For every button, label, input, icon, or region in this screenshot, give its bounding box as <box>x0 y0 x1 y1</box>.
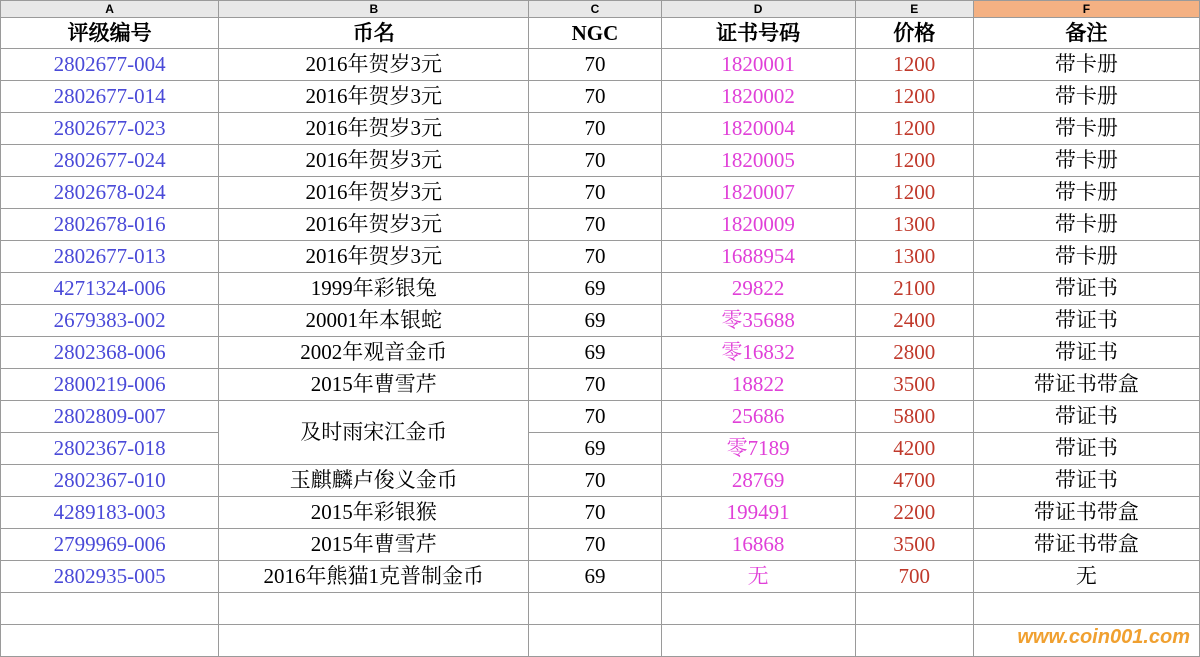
field-header-row <box>1 18 1200 49</box>
cell-grade-id[interactable]: 2802677-023 <box>1 113 219 145</box>
table-row[interactable] <box>1 401 1200 433</box>
column-header-c[interactable]: C <box>529 1 661 18</box>
header-cell-cert-number: 证书号码 <box>661 18 855 49</box>
cell-price[interactable]: 2400 <box>855 305 973 337</box>
cell-note[interactable]: 带卡册 <box>973 209 1199 241</box>
cell-cert-number[interactable]: 25686 <box>661 401 855 433</box>
cell-grade-id[interactable]: 2800219-006 <box>1 369 219 401</box>
cell-cert-number[interactable]: 1688954 <box>661 241 855 273</box>
empty-cell[interactable] <box>1 593 219 625</box>
cell-coin-name[interactable]: 2016年熊猫1克普制金币 <box>219 561 529 593</box>
cell-note[interactable]: 带卡册 <box>973 49 1199 81</box>
cell-coin-name-merged[interactable]: 及时雨宋江金币 <box>219 401 529 465</box>
cell-note[interactable]: 带证书 <box>973 433 1199 465</box>
cell-price[interactable]: 1200 <box>855 49 973 81</box>
cell-cert-number[interactable]: 1820004 <box>661 113 855 145</box>
cell-price[interactable]: 2800 <box>855 337 973 369</box>
cell-cert-number[interactable]: 无 <box>661 561 855 593</box>
cell-note[interactable]: 带卡册 <box>973 113 1199 145</box>
cell-coin-name[interactable]: 2016年贺岁3元 <box>219 241 529 273</box>
cell-coin-name[interactable]: 2015年彩银猴 <box>219 497 529 529</box>
cell-grade-id[interactable]: 2802809-007 <box>1 401 219 433</box>
empty-cell[interactable] <box>219 625 529 657</box>
cell-note[interactable]: 无 <box>973 561 1199 593</box>
cell-price[interactable]: 1300 <box>855 241 973 273</box>
cell-grade-id[interactable]: 2802678-016 <box>1 209 219 241</box>
cell-ngc[interactable]: 69 <box>529 561 661 593</box>
cell-note[interactable]: 带卡册 <box>973 81 1199 113</box>
cell-ngc[interactable]: 69 <box>529 433 661 465</box>
cell-coin-name[interactable]: 2016年贺岁3元 <box>219 145 529 177</box>
cell-coin-name[interactable]: 2016年贺岁3元 <box>219 49 529 81</box>
empty-cell[interactable] <box>1 625 219 657</box>
cell-cert-number[interactable]: 28769 <box>661 465 855 497</box>
cell-note[interactable]: 带证书带盒 <box>973 497 1199 529</box>
empty-cell[interactable] <box>529 625 661 657</box>
cell-price[interactable]: 3500 <box>855 529 973 561</box>
header-cell-ngc: NGC <box>529 18 661 49</box>
empty-cell[interactable] <box>855 593 973 625</box>
cell-coin-name[interactable]: 2015年曹雪芹 <box>219 369 529 401</box>
table-row[interactable] <box>1 305 1200 337</box>
empty-row[interactable] <box>1 593 1200 625</box>
column-header-a[interactable]: A <box>1 1 219 18</box>
cell-ngc[interactable]: 70 <box>529 113 661 145</box>
cell-grade-id[interactable]: 2802677-024 <box>1 145 219 177</box>
table-row[interactable] <box>1 529 1200 561</box>
column-header-b[interactable]: B <box>219 1 529 18</box>
cell-grade-id[interactable]: 2802678-024 <box>1 177 219 209</box>
cell-cert-number[interactable]: 1820005 <box>661 145 855 177</box>
cell-price[interactable]: 2200 <box>855 497 973 529</box>
cell-cert-number[interactable]: 零16832 <box>661 337 855 369</box>
cell-note[interactable]: 带证书 <box>973 465 1199 497</box>
cell-ngc[interactable]: 70 <box>529 177 661 209</box>
table-row[interactable] <box>1 465 1200 497</box>
cell-price[interactable]: 2100 <box>855 273 973 305</box>
cell-note[interactable]: 带证书带盒 <box>973 369 1199 401</box>
cell-ngc[interactable]: 70 <box>529 529 661 561</box>
cell-note[interactable]: 带证书 <box>973 337 1199 369</box>
table-row[interactable] <box>1 49 1200 81</box>
cell-ngc[interactable]: 70 <box>529 209 661 241</box>
cell-coin-name[interactable]: 1999年彩银兔 <box>219 273 529 305</box>
header-cell-coin-name: 币名 <box>219 18 529 49</box>
cell-cert-number[interactable]: 18822 <box>661 369 855 401</box>
table-row[interactable] <box>1 113 1200 145</box>
cell-grade-id[interactable]: 4271324-006 <box>1 273 219 305</box>
header-cell-note: 备注 <box>973 18 1199 49</box>
column-header-d[interactable]: D <box>661 1 855 18</box>
column-header-f[interactable]: F <box>973 1 1199 18</box>
empty-cell[interactable] <box>529 593 661 625</box>
cell-price[interactable]: 1200 <box>855 145 973 177</box>
cell-cert-number[interactable]: 1820007 <box>661 177 855 209</box>
table-row[interactable] <box>1 433 1200 465</box>
site-watermark: www.coin001.com <box>1017 626 1190 648</box>
cell-grade-id[interactable]: 2802677-004 <box>1 49 219 81</box>
cell-cert-number[interactable]: 1820002 <box>661 81 855 113</box>
cell-cert-number[interactable]: 1820009 <box>661 209 855 241</box>
table-row[interactable] <box>1 145 1200 177</box>
cell-grade-id[interactable]: 2802677-014 <box>1 81 219 113</box>
cell-grade-id[interactable]: 2802367-010 <box>1 465 219 497</box>
table-row[interactable] <box>1 241 1200 273</box>
cell-ngc[interactable]: 70 <box>529 401 661 433</box>
cell-note[interactable]: 带证书 <box>973 305 1199 337</box>
empty-cell[interactable] <box>855 625 973 657</box>
cell-price[interactable]: 5800 <box>855 401 973 433</box>
cell-grade-id[interactable]: 2802677-013 <box>1 241 219 273</box>
cell-coin-name[interactable]: 2016年贺岁3元 <box>219 209 529 241</box>
empty-cell[interactable] <box>219 593 529 625</box>
table-row[interactable] <box>1 561 1200 593</box>
cell-note[interactable]: 带卡册 <box>973 145 1199 177</box>
cell-ngc[interactable]: 70 <box>529 145 661 177</box>
cell-note[interactable]: 带证书 <box>973 273 1199 305</box>
column-header-e[interactable]: E <box>855 1 973 18</box>
column-header-row <box>1 1 1200 18</box>
cell-grade-id[interactable]: 2802367-018 <box>1 433 219 465</box>
table-row[interactable] <box>1 337 1200 369</box>
cell-price[interactable]: 3500 <box>855 369 973 401</box>
cell-grade-id[interactable]: 4289183-003 <box>1 497 219 529</box>
cell-ngc[interactable]: 70 <box>529 241 661 273</box>
cell-grade-id[interactable]: 2802368-006 <box>1 337 219 369</box>
empty-row[interactable] <box>1 625 1200 657</box>
cell-ngc[interactable]: 70 <box>529 497 661 529</box>
cell-price[interactable]: 700 <box>855 561 973 593</box>
header-cell-grade-id: 评级编号 <box>1 18 219 49</box>
empty-cell[interactable] <box>973 593 1199 625</box>
cell-coin-name[interactable]: 2016年贺岁3元 <box>219 113 529 145</box>
cell-coin-name[interactable]: 玉麒麟卢俊义金币 <box>219 465 529 497</box>
table-row[interactable] <box>1 209 1200 241</box>
cell-ngc[interactable]: 69 <box>529 305 661 337</box>
cell-note[interactable]: 带卡册 <box>973 177 1199 209</box>
cell-cert-number[interactable]: 29822 <box>661 273 855 305</box>
table-row[interactable] <box>1 273 1200 305</box>
cell-cert-number[interactable]: 零35688 <box>661 305 855 337</box>
table-row[interactable] <box>1 497 1200 529</box>
cell-coin-name[interactable]: 2015年曹雪芹 <box>219 529 529 561</box>
cell-cert-number[interactable]: 16868 <box>661 529 855 561</box>
cell-note[interactable]: 带卡册 <box>973 241 1199 273</box>
cell-price[interactable]: 4200 <box>855 433 973 465</box>
cell-grade-id[interactable]: 2802935-005 <box>1 561 219 593</box>
empty-cell[interactable] <box>661 625 855 657</box>
cell-cert-number[interactable]: 1820001 <box>661 49 855 81</box>
cell-ngc[interactable]: 70 <box>529 81 661 113</box>
cell-price[interactable]: 1200 <box>855 81 973 113</box>
cell-cert-number[interactable]: 199491 <box>661 497 855 529</box>
cell-note[interactable]: 带证书 <box>973 401 1199 433</box>
cell-coin-name[interactable]: 2002年观音金币 <box>219 337 529 369</box>
cell-ngc[interactable]: 69 <box>529 337 661 369</box>
cell-ngc[interactable]: 70 <box>529 49 661 81</box>
cell-coin-name[interactable]: 20001年本银蛇 <box>219 305 529 337</box>
table-row[interactable] <box>1 369 1200 401</box>
cell-ngc[interactable]: 69 <box>529 273 661 305</box>
empty-cell[interactable] <box>973 625 1199 657</box>
cell-price[interactable]: 1300 <box>855 209 973 241</box>
cell-cert-number[interactable]: 零7189 <box>661 433 855 465</box>
table-row[interactable] <box>1 177 1200 209</box>
cell-ngc[interactable]: 70 <box>529 465 661 497</box>
cell-note[interactable]: 带证书带盒 <box>973 529 1199 561</box>
cell-ngc[interactable]: 70 <box>529 369 661 401</box>
cell-coin-name[interactable]: 2016年贺岁3元 <box>219 177 529 209</box>
cell-coin-name[interactable]: 2016年贺岁3元 <box>219 81 529 113</box>
cell-grade-id[interactable]: 2679383-002 <box>1 305 219 337</box>
table-row[interactable] <box>1 81 1200 113</box>
empty-cell[interactable] <box>661 593 855 625</box>
cell-price[interactable]: 4700 <box>855 465 973 497</box>
header-cell-price: 价格 <box>855 18 973 49</box>
cell-grade-id[interactable]: 2799969-006 <box>1 529 219 561</box>
cell-price[interactable]: 1200 <box>855 113 973 145</box>
cell-price[interactable]: 1200 <box>855 177 973 209</box>
